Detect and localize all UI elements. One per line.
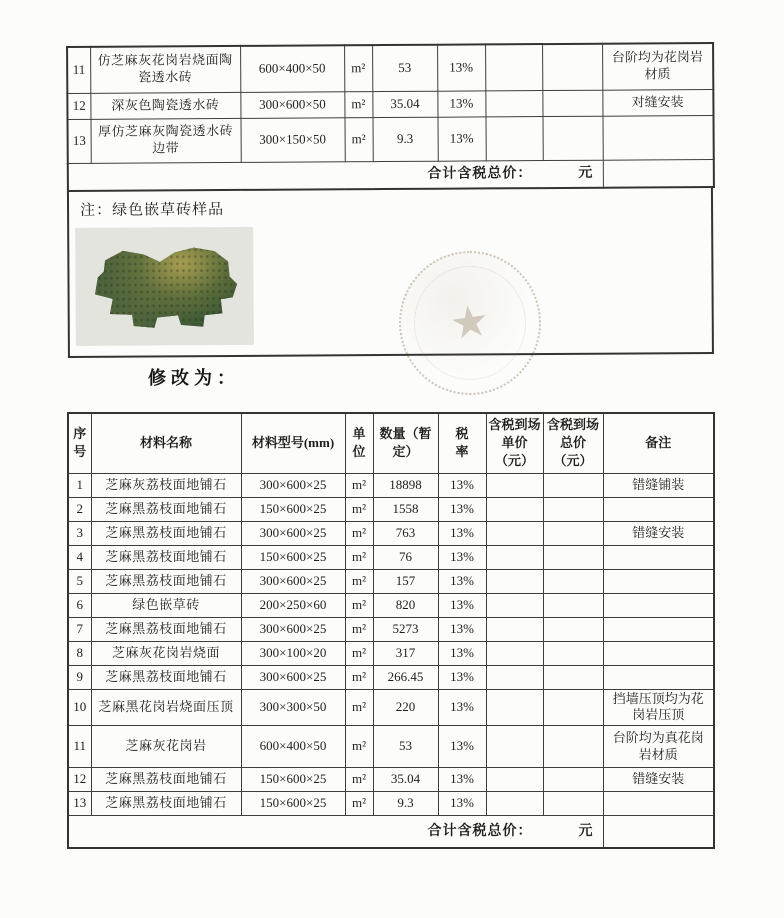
cell-unit: m² — [345, 689, 373, 726]
cell-qty: 53 — [373, 726, 438, 768]
cell-no: 4 — [68, 545, 91, 569]
cell-unit: m² — [345, 641, 373, 665]
cell-unit: m² — [345, 545, 373, 569]
cell-qty: 35.04 — [373, 768, 438, 792]
cell-total-price — [543, 792, 603, 816]
note-text: 注：绿色嵌草砖样品 — [80, 202, 225, 219]
header-row — [68, 413, 714, 473]
revised-table-header — [68, 413, 714, 473]
cell-tax-rate: 13% — [438, 689, 486, 726]
cell-tax-rate: 13% — [438, 617, 486, 641]
cell-no: 12 — [67, 93, 90, 119]
revised-table-body — [68, 473, 714, 816]
cell-model: 300×600×25 — [241, 665, 345, 689]
cell-name: 深灰色陶瓷透水砖 — [90, 92, 240, 119]
cell-qty: 53 — [372, 45, 437, 91]
cell-tax-rate: 13% — [437, 116, 485, 160]
cell-remark — [603, 617, 714, 641]
cell-unit-price — [486, 665, 543, 689]
cell-total-price — [543, 593, 603, 617]
cell-remark: 台阶均为真花岗岩材质 — [603, 726, 714, 768]
cell-name: 芝麻灰花岗岩烧面 — [91, 641, 241, 665]
cell-name: 芝麻黑荔枝面地铺石 — [91, 617, 241, 641]
green-paver-shape — [90, 239, 239, 334]
table-row — [67, 89, 713, 119]
star-icon: ★ — [446, 295, 493, 350]
cell-tax-rate: 13% — [437, 90, 485, 116]
col-header-model: 材料型号(mm) — [241, 413, 345, 473]
cell-model: 150×600×25 — [241, 792, 345, 816]
cell-tax-rate: 13% — [438, 473, 486, 497]
cell-model: 150×600×25 — [241, 545, 345, 569]
cell-name: 芝麻黑荔枝面地铺石 — [91, 665, 241, 689]
cell-qty: 18898 — [373, 473, 438, 497]
cell-name: 仿芝麻灰花岗岩烧面陶瓷透水砖 — [90, 46, 240, 93]
cell-qty: 317 — [373, 641, 438, 665]
cell-unit: m² — [345, 593, 373, 617]
cell-no: 3 — [68, 521, 91, 545]
cell-unit-price — [486, 689, 543, 726]
revised-table-total — [68, 816, 714, 848]
cell-no: 12 — [68, 768, 91, 792]
revision-label: 修改为： — [148, 368, 240, 388]
note-section — [67, 188, 714, 358]
cell-tax-rate: 13% — [438, 641, 486, 665]
table-row — [68, 617, 714, 641]
cell-unit-price — [486, 473, 543, 497]
cell-no: 7 — [68, 617, 91, 641]
cell-remark: 错缝铺装 — [603, 473, 714, 497]
total-cell — [68, 160, 603, 191]
total-label: 合计含税总价： — [427, 823, 533, 839]
cell-no: 2 — [68, 497, 91, 521]
cell-no: 13 — [67, 119, 90, 163]
table-row — [68, 768, 714, 792]
cell-model: 150×600×25 — [241, 768, 345, 792]
cell-model: 300×150×50 — [240, 117, 344, 162]
cell-qty: 157 — [373, 569, 438, 593]
cell-unit: m² — [344, 91, 372, 117]
revised-material-table — [67, 412, 715, 849]
cell-unit: m² — [345, 768, 373, 792]
cell-unit-price — [486, 641, 543, 665]
cell-total-price — [543, 521, 603, 545]
cell-unit-price — [486, 792, 543, 816]
col-header-total-price: 含税到场总价（元） — [543, 413, 603, 473]
cell-remark — [602, 115, 713, 160]
cell-tax-rate: 13% — [438, 593, 486, 617]
cell-unit: m² — [345, 497, 373, 521]
cell-model: 300×600×25 — [241, 569, 345, 593]
cell-model: 300×300×50 — [241, 689, 345, 726]
cell-model: 300×600×25 — [241, 617, 345, 641]
cell-unit: m² — [345, 569, 373, 593]
cell-unit-price — [486, 569, 543, 593]
table-row — [68, 569, 714, 593]
cell-total-price — [542, 90, 602, 116]
cell-tax-rate: 13% — [438, 569, 486, 593]
cell-no: 9 — [68, 665, 91, 689]
company-seal-stamp — [399, 251, 541, 395]
cell-tax-rate: 13% — [438, 521, 486, 545]
cell-name: 厚仿芝麻灰陶瓷透水砖边带 — [90, 118, 240, 163]
cell-total-price — [543, 641, 603, 665]
cell-total-price — [543, 545, 603, 569]
cell-tax-rate: 13% — [437, 44, 485, 90]
table-row — [68, 497, 714, 521]
cell-remark: 对缝安装 — [602, 89, 713, 116]
top-table-total — [68, 159, 714, 191]
cell-unit-price — [485, 44, 542, 90]
cell-total-price — [542, 44, 602, 90]
total-cell — [68, 816, 603, 848]
col-header-unit: 单位 — [345, 413, 373, 473]
cell-remark: 台阶均为花岗岩材质 — [602, 43, 713, 90]
cell-unit: m² — [344, 117, 372, 161]
table-row — [68, 473, 714, 497]
cell-remark — [603, 497, 714, 521]
cell-name: 芝麻黑荔枝面地铺石 — [91, 768, 241, 792]
cell-unit-price — [486, 497, 543, 521]
cell-no: 8 — [68, 641, 91, 665]
cell-unit-price — [486, 593, 543, 617]
cell-unit: m² — [345, 473, 373, 497]
cell-total-price — [543, 689, 603, 726]
cell-name: 芝麻黑花岗岩烧面压顶 — [91, 689, 241, 726]
cell-name: 芝麻灰花岗岩 — [91, 726, 241, 768]
total-remark-cell — [603, 816, 714, 848]
cell-unit-price — [486, 617, 543, 641]
cell-unit-price — [486, 545, 543, 569]
cell-no: 1 — [68, 473, 91, 497]
cell-tax-rate: 13% — [438, 792, 486, 816]
cell-model: 300×600×25 — [241, 473, 345, 497]
col-header-no: 序号 — [68, 413, 91, 473]
cell-remark — [603, 569, 714, 593]
total-row — [68, 159, 714, 191]
cell-unit-price — [485, 90, 542, 116]
cell-remark — [603, 792, 714, 816]
cell-qty: 763 — [373, 521, 438, 545]
cell-total-price — [543, 768, 603, 792]
cell-qty: 9.3 — [373, 792, 438, 816]
sample-photo — [75, 227, 254, 346]
table-row — [68, 593, 714, 617]
cell-tax-rate: 13% — [438, 545, 486, 569]
col-header-remark: 备注 — [603, 413, 714, 473]
cell-no: 10 — [68, 689, 91, 726]
cell-no: 11 — [67, 47, 90, 93]
cell-model: 200×250×60 — [241, 593, 345, 617]
cell-model: 150×600×25 — [241, 497, 345, 521]
cell-qty: 76 — [373, 545, 438, 569]
cell-name: 芝麻黑荔枝面地铺石 — [91, 497, 241, 521]
cell-name: 芝麻黑荔枝面地铺石 — [91, 521, 241, 545]
table-row — [68, 726, 714, 768]
cell-qty: 220 — [373, 689, 438, 726]
table-row — [68, 665, 714, 689]
cell-unit: m² — [345, 521, 373, 545]
cell-no: 11 — [68, 726, 91, 768]
cell-total-price — [543, 569, 603, 593]
col-header-tax-rate: 税率 — [438, 413, 486, 473]
top-table-body — [67, 43, 714, 163]
cell-no: 6 — [68, 593, 91, 617]
cell-remark — [603, 641, 714, 665]
cell-model: 600×400×50 — [240, 45, 344, 92]
total-label: 合计含税总价： — [427, 165, 533, 182]
table-row — [68, 545, 714, 569]
cell-remark: 挡墙压顶均为花岗岩压顶 — [603, 689, 714, 726]
cell-remark — [603, 545, 714, 569]
cell-tax-rate: 13% — [438, 768, 486, 792]
cell-no: 13 — [68, 792, 91, 816]
cell-qty: 35.04 — [372, 91, 437, 117]
cell-qty: 5273 — [373, 617, 438, 641]
cell-unit: m² — [345, 792, 373, 816]
currency-label: 元 — [578, 165, 594, 181]
col-header-qty: 数量（暂定） — [373, 413, 438, 473]
cell-unit: m² — [344, 45, 372, 91]
currency-label: 元 — [578, 823, 594, 839]
cell-name: 绿色嵌草砖 — [91, 593, 241, 617]
cell-total-price — [543, 617, 603, 641]
cell-remark: 错缝安装 — [603, 768, 714, 792]
cell-total-price — [543, 726, 603, 768]
cell-unit-price — [486, 768, 543, 792]
cell-unit: m² — [345, 665, 373, 689]
cell-model: 300×600×25 — [241, 521, 345, 545]
table-row — [67, 115, 713, 163]
table-row — [68, 689, 714, 726]
table-row — [68, 792, 714, 816]
cell-total-price — [543, 473, 603, 497]
cell-name: 芝麻黑荔枝面地铺石 — [91, 569, 241, 593]
cell-qty: 1558 — [373, 497, 438, 521]
cell-remark: 错缝安装 — [603, 521, 714, 545]
top-table-section — [66, 42, 714, 358]
cell-model: 600×400×50 — [241, 726, 345, 768]
cell-name: 芝麻黑荔枝面地铺石 — [91, 545, 241, 569]
cell-qty: 266.45 — [373, 665, 438, 689]
cell-unit: m² — [345, 726, 373, 768]
table-row — [67, 43, 713, 93]
cell-unit-price — [486, 726, 543, 768]
cell-total-price — [543, 665, 603, 689]
total-remark-cell — [603, 159, 714, 188]
cell-total-price — [543, 497, 603, 521]
cell-total-price — [542, 116, 602, 160]
cell-remark — [603, 593, 714, 617]
cell-remark — [603, 665, 714, 689]
cell-tax-rate: 13% — [438, 726, 486, 768]
table-row — [68, 521, 714, 545]
total-row — [68, 816, 714, 848]
cell-name: 芝麻灰荔枝面地铺石 — [91, 473, 241, 497]
cell-unit-price — [485, 116, 542, 160]
cell-unit: m² — [345, 617, 373, 641]
top-material-table — [66, 42, 715, 192]
cell-no: 5 — [68, 569, 91, 593]
cell-tax-rate: 13% — [438, 665, 486, 689]
cell-qty: 9.3 — [372, 117, 437, 161]
cell-model: 300×600×50 — [240, 91, 344, 118]
col-header-name: 材料名称 — [91, 413, 241, 473]
cell-tax-rate: 13% — [438, 497, 486, 521]
cell-model: 300×100×20 — [241, 641, 345, 665]
table-row — [68, 641, 714, 665]
col-header-unit-price: 含税到场单价（元） — [486, 413, 543, 473]
cell-unit-price — [486, 521, 543, 545]
cell-qty: 820 — [373, 593, 438, 617]
cell-name: 芝麻黑荔枝面地铺石 — [91, 792, 241, 816]
